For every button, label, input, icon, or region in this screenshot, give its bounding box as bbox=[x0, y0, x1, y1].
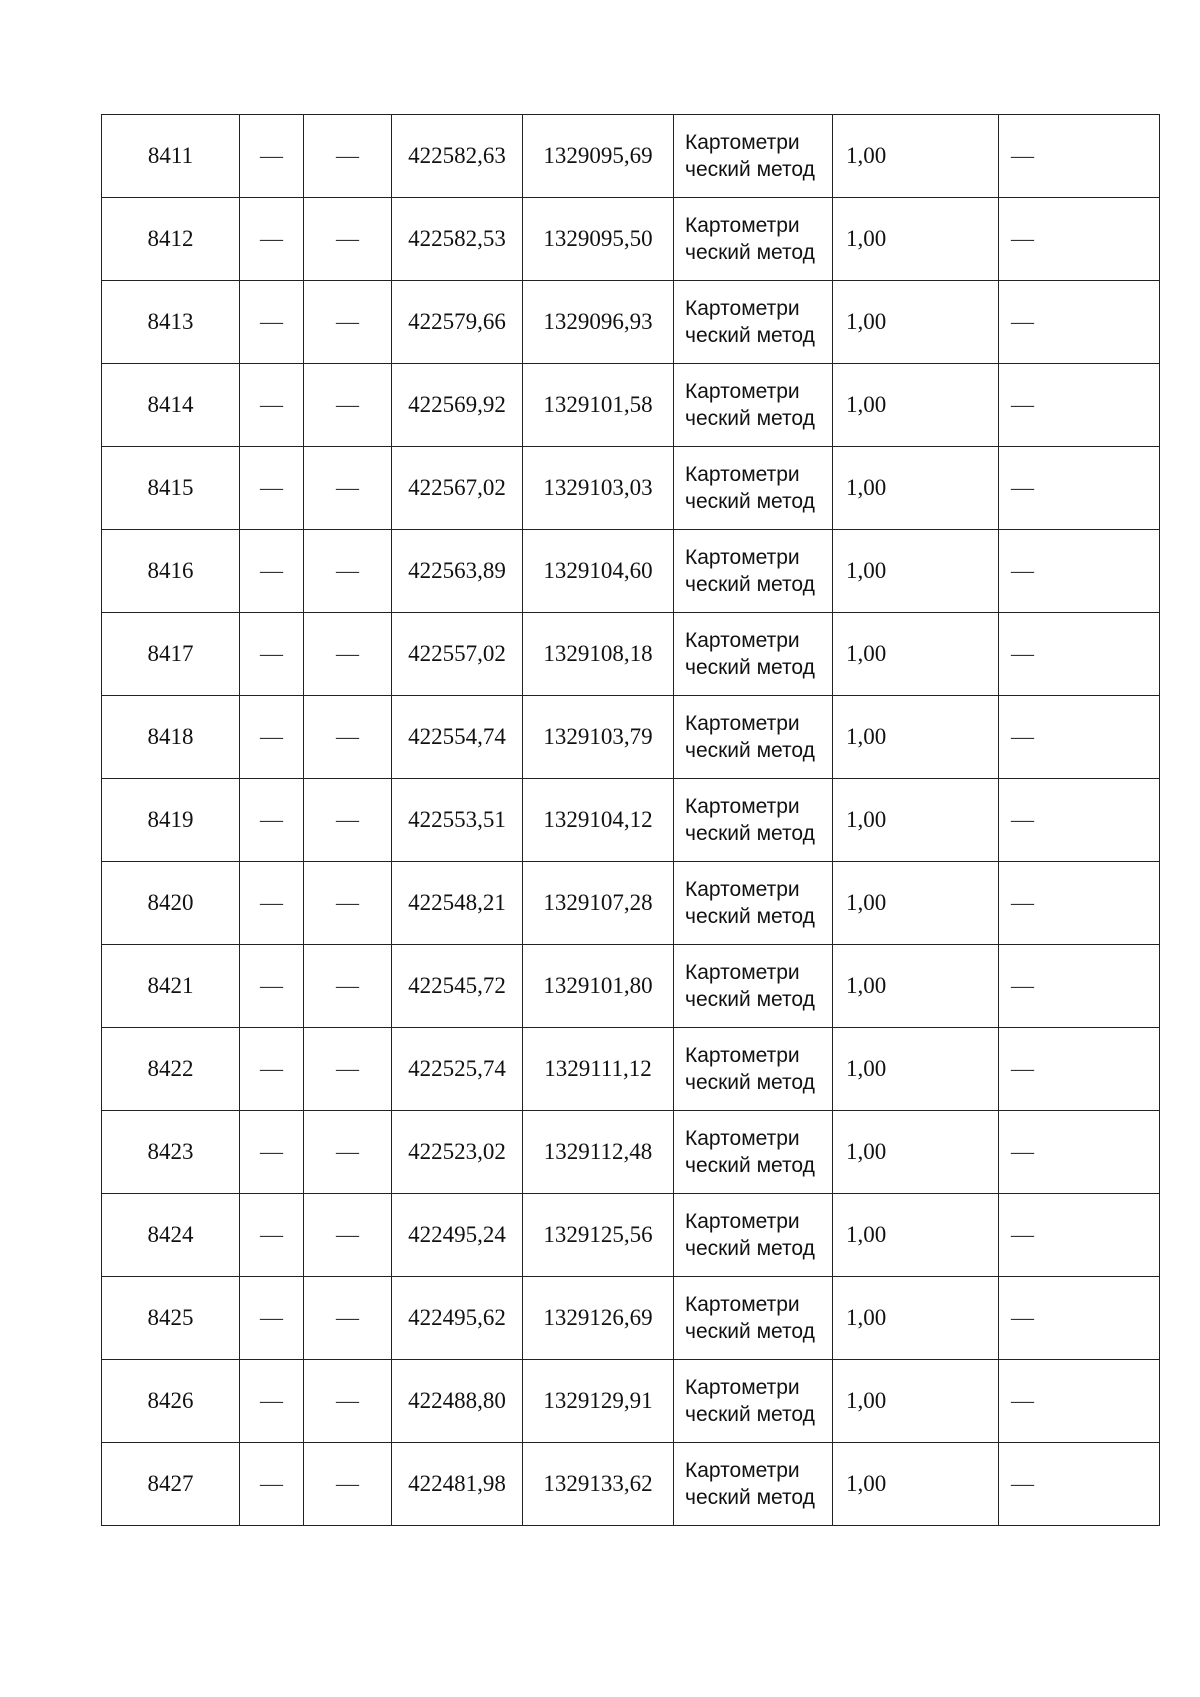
method-cell: Картометри ческий метод bbox=[674, 779, 833, 862]
x-coordinate-cell: 422523,02 bbox=[392, 1111, 523, 1194]
accuracy-cell: 1,00 bbox=[833, 1277, 999, 1360]
old-y-cell: — bbox=[304, 364, 392, 447]
accuracy-cell: 1,00 bbox=[833, 1111, 999, 1194]
old-x-cell: — bbox=[240, 1028, 304, 1111]
description-cell: — bbox=[999, 862, 1160, 945]
old-x-cell: — bbox=[240, 447, 304, 530]
method-cell: Картометри ческий метод bbox=[674, 862, 833, 945]
coordinates-table bbox=[101, 114, 1160, 1526]
x-coordinate-cell: 422495,62 bbox=[392, 1277, 523, 1360]
x-coordinate-cell: 422481,98 bbox=[392, 1443, 523, 1526]
table-row bbox=[102, 1277, 1160, 1360]
old-y-cell: — bbox=[304, 1194, 392, 1277]
description-cell: — bbox=[999, 1194, 1160, 1277]
description-cell: — bbox=[999, 198, 1160, 281]
description-cell: — bbox=[999, 1277, 1160, 1360]
x-coordinate-cell: 422557,02 bbox=[392, 613, 523, 696]
method-cell: Картометри ческий метод bbox=[674, 1360, 833, 1443]
point-number-cell: 8421 bbox=[102, 945, 240, 1028]
method-cell: Картометри ческий метод bbox=[674, 1277, 833, 1360]
method-cell: Картометри ческий метод bbox=[674, 364, 833, 447]
method-cell: Картометри ческий метод bbox=[674, 115, 833, 198]
table-row bbox=[102, 696, 1160, 779]
table-row bbox=[102, 862, 1160, 945]
accuracy-cell: 1,00 bbox=[833, 1443, 999, 1526]
accuracy-cell: 1,00 bbox=[833, 779, 999, 862]
point-number-cell: 8415 bbox=[102, 447, 240, 530]
y-coordinate-cell: 1329104,60 bbox=[523, 530, 674, 613]
method-cell: Картометри ческий метод bbox=[674, 1443, 833, 1526]
description-cell: — bbox=[999, 530, 1160, 613]
accuracy-cell: 1,00 bbox=[833, 1194, 999, 1277]
y-coordinate-cell: 1329104,12 bbox=[523, 779, 674, 862]
point-number-cell: 8412 bbox=[102, 198, 240, 281]
y-coordinate-cell: 1329108,18 bbox=[523, 613, 674, 696]
method-cell: Картометри ческий метод bbox=[674, 945, 833, 1028]
accuracy-cell: 1,00 bbox=[833, 447, 999, 530]
x-coordinate-cell: 422582,53 bbox=[392, 198, 523, 281]
method-cell: Картометри ческий метод bbox=[674, 447, 833, 530]
point-number-cell: 8418 bbox=[102, 696, 240, 779]
description-cell: — bbox=[999, 1111, 1160, 1194]
table-row bbox=[102, 1111, 1160, 1194]
x-coordinate-cell: 422488,80 bbox=[392, 1360, 523, 1443]
old-x-cell: — bbox=[240, 613, 304, 696]
table-row bbox=[102, 1028, 1160, 1111]
old-y-cell: — bbox=[304, 1111, 392, 1194]
description-cell: — bbox=[999, 115, 1160, 198]
description-cell: — bbox=[999, 613, 1160, 696]
x-coordinate-cell: 422525,74 bbox=[392, 1028, 523, 1111]
point-number-cell: 8423 bbox=[102, 1111, 240, 1194]
description-cell: — bbox=[999, 364, 1160, 447]
table-body bbox=[102, 115, 1160, 1526]
point-number-cell: 8416 bbox=[102, 530, 240, 613]
x-coordinate-cell: 422569,92 bbox=[392, 364, 523, 447]
table-row bbox=[102, 281, 1160, 364]
method-cell: Картометри ческий метод bbox=[674, 696, 833, 779]
x-coordinate-cell: 422553,51 bbox=[392, 779, 523, 862]
x-coordinate-cell: 422579,66 bbox=[392, 281, 523, 364]
accuracy-cell: 1,00 bbox=[833, 696, 999, 779]
accuracy-cell: 1,00 bbox=[833, 862, 999, 945]
old-y-cell: — bbox=[304, 1028, 392, 1111]
old-y-cell: — bbox=[304, 1443, 392, 1526]
x-coordinate-cell: 422495,24 bbox=[392, 1194, 523, 1277]
x-coordinate-cell: 422582,63 bbox=[392, 115, 523, 198]
old-x-cell: — bbox=[240, 1111, 304, 1194]
x-coordinate-cell: 422567,02 bbox=[392, 447, 523, 530]
y-coordinate-cell: 1329133,62 bbox=[523, 1443, 674, 1526]
old-y-cell: — bbox=[304, 945, 392, 1028]
accuracy-cell: 1,00 bbox=[833, 613, 999, 696]
accuracy-cell: 1,00 bbox=[833, 945, 999, 1028]
description-cell: — bbox=[999, 696, 1160, 779]
point-number-cell: 8411 bbox=[102, 115, 240, 198]
description-cell: — bbox=[999, 1360, 1160, 1443]
table-row bbox=[102, 1360, 1160, 1443]
point-number-cell: 8419 bbox=[102, 779, 240, 862]
x-coordinate-cell: 422545,72 bbox=[392, 945, 523, 1028]
y-coordinate-cell: 1329112,48 bbox=[523, 1111, 674, 1194]
point-number-cell: 8422 bbox=[102, 1028, 240, 1111]
table-row bbox=[102, 1194, 1160, 1277]
point-number-cell: 8413 bbox=[102, 281, 240, 364]
old-x-cell: — bbox=[240, 198, 304, 281]
method-cell: Картометри ческий метод bbox=[674, 530, 833, 613]
description-cell: — bbox=[999, 1028, 1160, 1111]
y-coordinate-cell: 1329111,12 bbox=[523, 1028, 674, 1111]
old-x-cell: — bbox=[240, 281, 304, 364]
old-x-cell: — bbox=[240, 1277, 304, 1360]
description-cell: — bbox=[999, 1443, 1160, 1526]
table-row bbox=[102, 115, 1160, 198]
method-cell: Картометри ческий метод bbox=[674, 613, 833, 696]
description-cell: — bbox=[999, 447, 1160, 530]
description-cell: — bbox=[999, 281, 1160, 364]
y-coordinate-cell: 1329103,03 bbox=[523, 447, 674, 530]
accuracy-cell: 1,00 bbox=[833, 1360, 999, 1443]
old-y-cell: — bbox=[304, 281, 392, 364]
accuracy-cell: 1,00 bbox=[833, 115, 999, 198]
point-number-cell: 8427 bbox=[102, 1443, 240, 1526]
description-cell: — bbox=[999, 779, 1160, 862]
point-number-cell: 8426 bbox=[102, 1360, 240, 1443]
old-x-cell: — bbox=[240, 696, 304, 779]
table-row bbox=[102, 364, 1160, 447]
accuracy-cell: 1,00 bbox=[833, 530, 999, 613]
method-cell: Картометри ческий метод bbox=[674, 198, 833, 281]
old-x-cell: — bbox=[240, 364, 304, 447]
table-row bbox=[102, 530, 1160, 613]
y-coordinate-cell: 1329101,80 bbox=[523, 945, 674, 1028]
old-y-cell: — bbox=[304, 198, 392, 281]
point-number-cell: 8420 bbox=[102, 862, 240, 945]
x-coordinate-cell: 422548,21 bbox=[392, 862, 523, 945]
y-coordinate-cell: 1329126,69 bbox=[523, 1277, 674, 1360]
old-y-cell: — bbox=[304, 613, 392, 696]
accuracy-cell: 1,00 bbox=[833, 364, 999, 447]
old-x-cell: — bbox=[240, 779, 304, 862]
y-coordinate-cell: 1329101,58 bbox=[523, 364, 674, 447]
old-y-cell: — bbox=[304, 779, 392, 862]
accuracy-cell: 1,00 bbox=[833, 281, 999, 364]
method-cell: Картометри ческий метод bbox=[674, 281, 833, 364]
method-cell: Картометри ческий метод bbox=[674, 1028, 833, 1111]
y-coordinate-cell: 1329096,93 bbox=[523, 281, 674, 364]
old-y-cell: — bbox=[304, 1360, 392, 1443]
table-row bbox=[102, 613, 1160, 696]
old-y-cell: — bbox=[304, 1277, 392, 1360]
point-number-cell: 8417 bbox=[102, 613, 240, 696]
point-number-cell: 8424 bbox=[102, 1194, 240, 1277]
method-cell: Картометри ческий метод bbox=[674, 1194, 833, 1277]
method-cell: Картометри ческий метод bbox=[674, 1111, 833, 1194]
point-number-cell: 8425 bbox=[102, 1277, 240, 1360]
old-y-cell: — bbox=[304, 530, 392, 613]
table-row bbox=[102, 1443, 1160, 1526]
y-coordinate-cell: 1329095,69 bbox=[523, 115, 674, 198]
old-y-cell: — bbox=[304, 447, 392, 530]
accuracy-cell: 1,00 bbox=[833, 1028, 999, 1111]
y-coordinate-cell: 1329107,28 bbox=[523, 862, 674, 945]
x-coordinate-cell: 422563,89 bbox=[392, 530, 523, 613]
old-x-cell: — bbox=[240, 862, 304, 945]
table-row bbox=[102, 447, 1160, 530]
old-x-cell: — bbox=[240, 945, 304, 1028]
point-number-cell: 8414 bbox=[102, 364, 240, 447]
y-coordinate-cell: 1329129,91 bbox=[523, 1360, 674, 1443]
y-coordinate-cell: 1329103,79 bbox=[523, 696, 674, 779]
old-x-cell: — bbox=[240, 1360, 304, 1443]
old-y-cell: — bbox=[304, 696, 392, 779]
old-x-cell: — bbox=[240, 530, 304, 613]
table-row bbox=[102, 779, 1160, 862]
old-x-cell: — bbox=[240, 115, 304, 198]
y-coordinate-cell: 1329125,56 bbox=[523, 1194, 674, 1277]
old-x-cell: — bbox=[240, 1443, 304, 1526]
old-y-cell: — bbox=[304, 862, 392, 945]
x-coordinate-cell: 422554,74 bbox=[392, 696, 523, 779]
old-x-cell: — bbox=[240, 1194, 304, 1277]
table-row bbox=[102, 198, 1160, 281]
y-coordinate-cell: 1329095,50 bbox=[523, 198, 674, 281]
description-cell: — bbox=[999, 945, 1160, 1028]
old-y-cell: — bbox=[304, 115, 392, 198]
table-row bbox=[102, 945, 1160, 1028]
accuracy-cell: 1,00 bbox=[833, 198, 999, 281]
